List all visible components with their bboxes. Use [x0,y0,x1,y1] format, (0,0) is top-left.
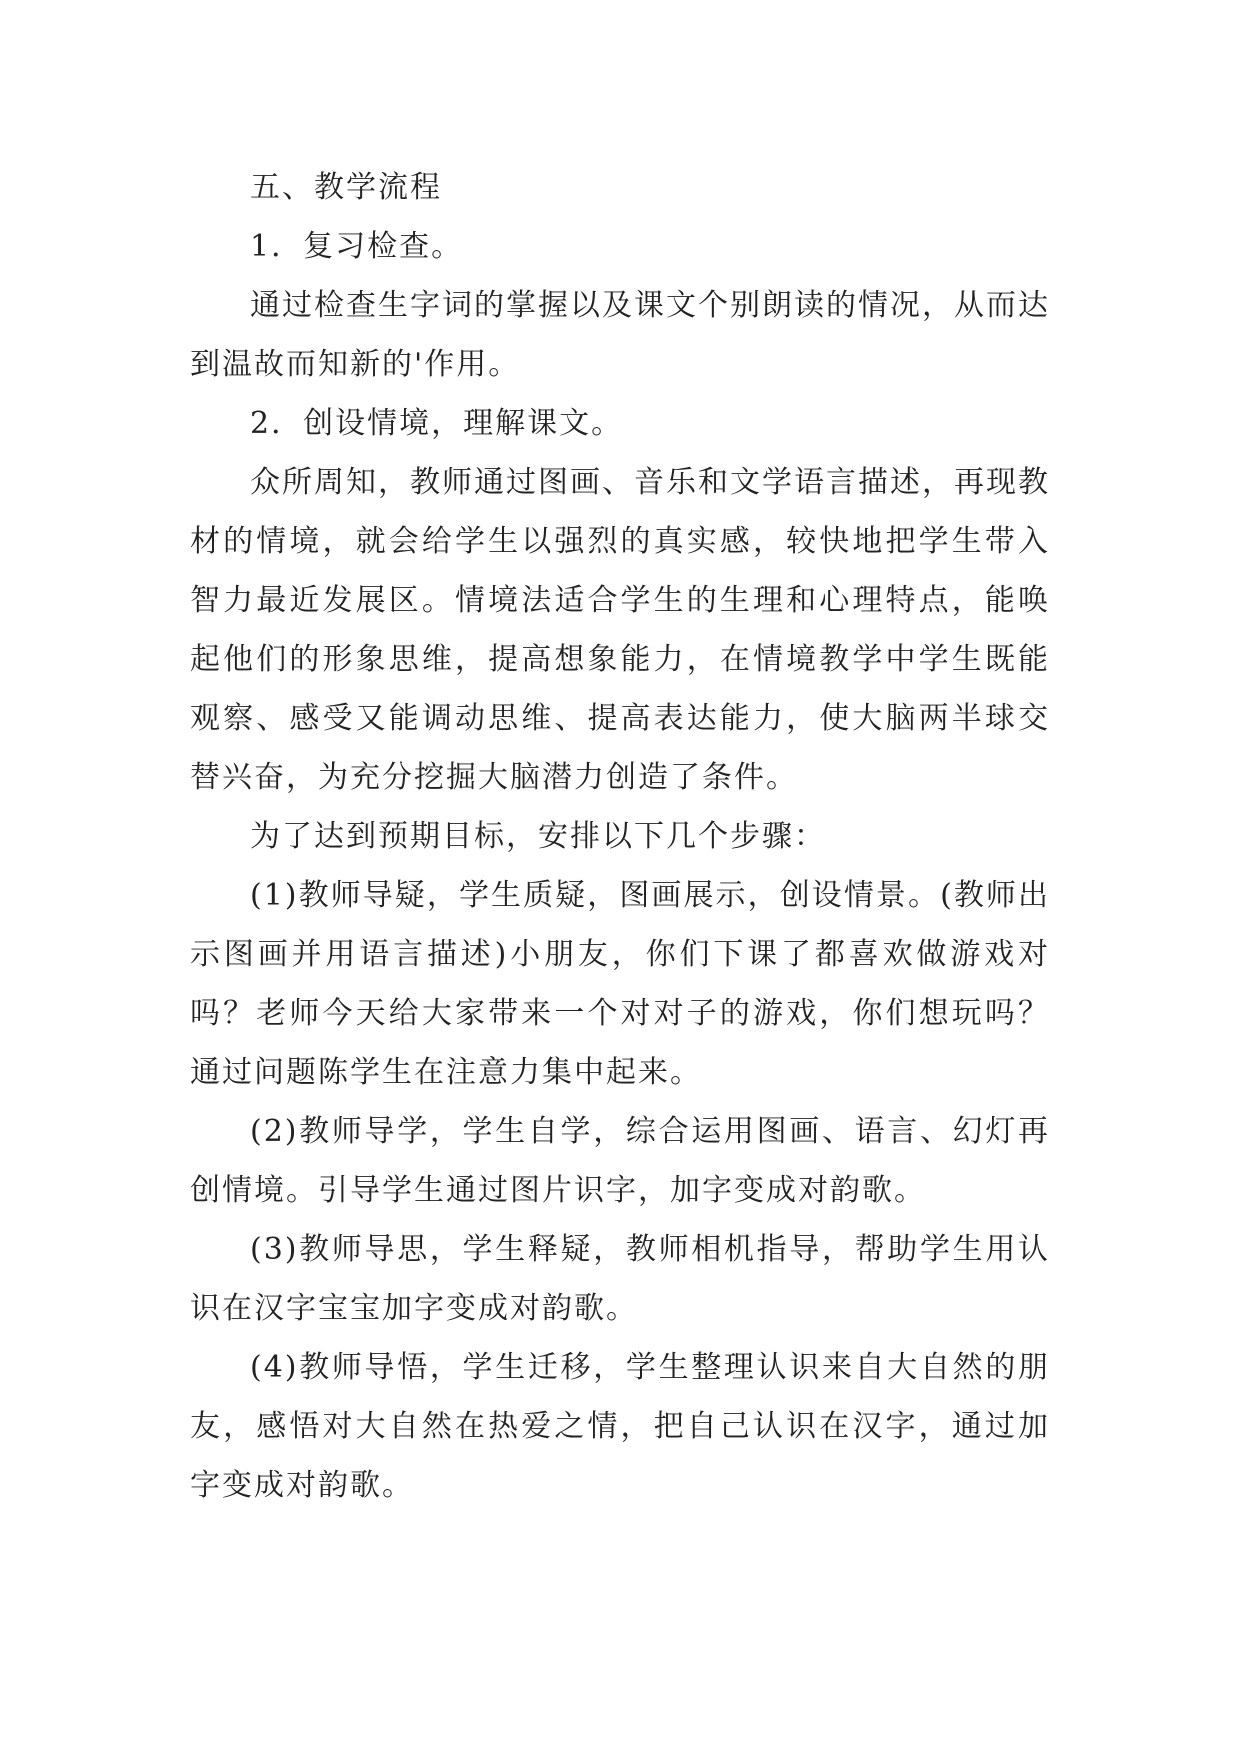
item-1-title: 1．复习检查。 [250,229,464,264]
step-3-paragraph: (3)教师导思，学生释疑，教师相机指导，帮助学生用认识在汉字宝宝加字变成对韵歌。 [190,1232,1050,1326]
step-2-paragraph: (2)教师导学，学生自学，综合运用图画、语言、幻灯再创情境。引导学生通过图片识字，加字变成对韵歌。 [190,1114,1050,1208]
steps-intro: 为了达到预期目标，安排以下几个步骤： [250,819,826,854]
step-4-paragraph: (4)教师导悟，学生迁移，学生整理认识来自大自然的朋友，感悟对大自然在热爱之情，把自己认识在汉字，通过加字变成对韵歌。 [190,1350,1050,1503]
item-2-paragraph: 众所周知，教师通过图画、音乐和文学语言描述，再现教材的情境，就会给学生以强烈的真实感，较快地把学生带入智力最近发展区。情境法适合学生的生理和心理特点，能唤起他们的形象思维，提高想象能力，在情境教学中学生既能观察、感受又能调动思维、提高表达能力，使大脑两半球交替兴奋，为充分挖掘大脑潜力创造了条件。 [190,465,1050,795]
document-body [190,158,1050,1515]
item-1-paragraph: 通过检查生字词的掌握以及课文个别朗读的情况，从而达到温故而知新的'作用。 [190,288,1050,382]
step-1-paragraph: (1)教师导疑，学生质疑，图画展示，创设情景。(教师出示图画并用语言描述)小朋友，你们下课了都喜欢做游戏对吗？老师今天给大家带来一个对对子的游戏，你们想玩吗？通过问题陈学生在注意力集中起来。 [190,878,1050,1090]
item-2-title: 2．创设情境，理解课文。 [250,406,624,441]
section-heading: 五、教学流程 [250,170,442,205]
